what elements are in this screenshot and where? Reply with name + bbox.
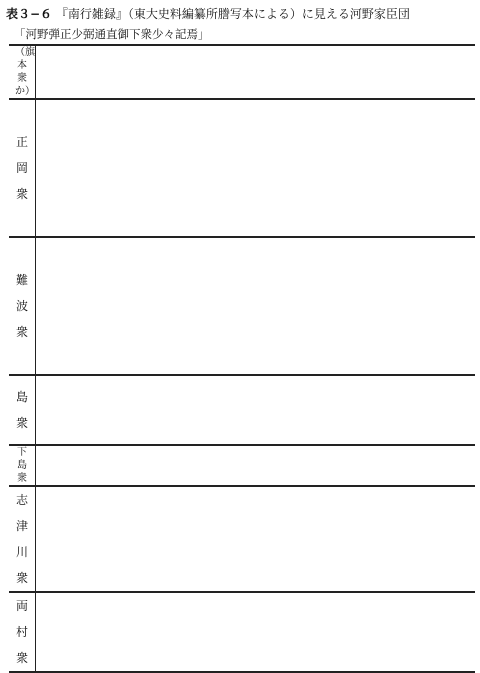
group-shimojima xyxy=(9,445,475,486)
table-title xyxy=(6,6,476,22)
group-label: 両村衆 xyxy=(9,592,36,672)
group-body xyxy=(36,237,476,375)
group-body xyxy=(36,592,476,672)
group-label: 島衆 xyxy=(9,375,36,445)
table-subtitle: 「河野弾正少弼通直御下衆少々記焉」 xyxy=(14,27,210,41)
group-body xyxy=(36,99,476,237)
group-namba xyxy=(9,237,475,375)
group-label: 下島衆 xyxy=(9,445,36,486)
table-number: 表３−６ xyxy=(6,7,53,21)
group-body xyxy=(36,45,476,99)
group-label: 志津川衆 xyxy=(9,486,36,592)
table-title-text: 『南行雑録』（東大史料編纂所謄写本による）に見える河野家臣団 xyxy=(55,7,410,21)
group-body xyxy=(36,375,476,445)
retainers-table xyxy=(9,44,475,673)
group-body xyxy=(36,445,476,486)
group-label: （旗本衆か） xyxy=(9,45,36,99)
group-ryomura xyxy=(9,592,475,672)
group-label: 難波衆 xyxy=(9,237,36,375)
group-masaoka xyxy=(9,99,475,237)
group-label: 正岡衆 xyxy=(9,99,36,237)
group-body xyxy=(36,486,476,592)
group-hatamoto xyxy=(9,45,475,99)
group-shizukawa xyxy=(9,486,475,592)
group-shima xyxy=(9,375,475,445)
